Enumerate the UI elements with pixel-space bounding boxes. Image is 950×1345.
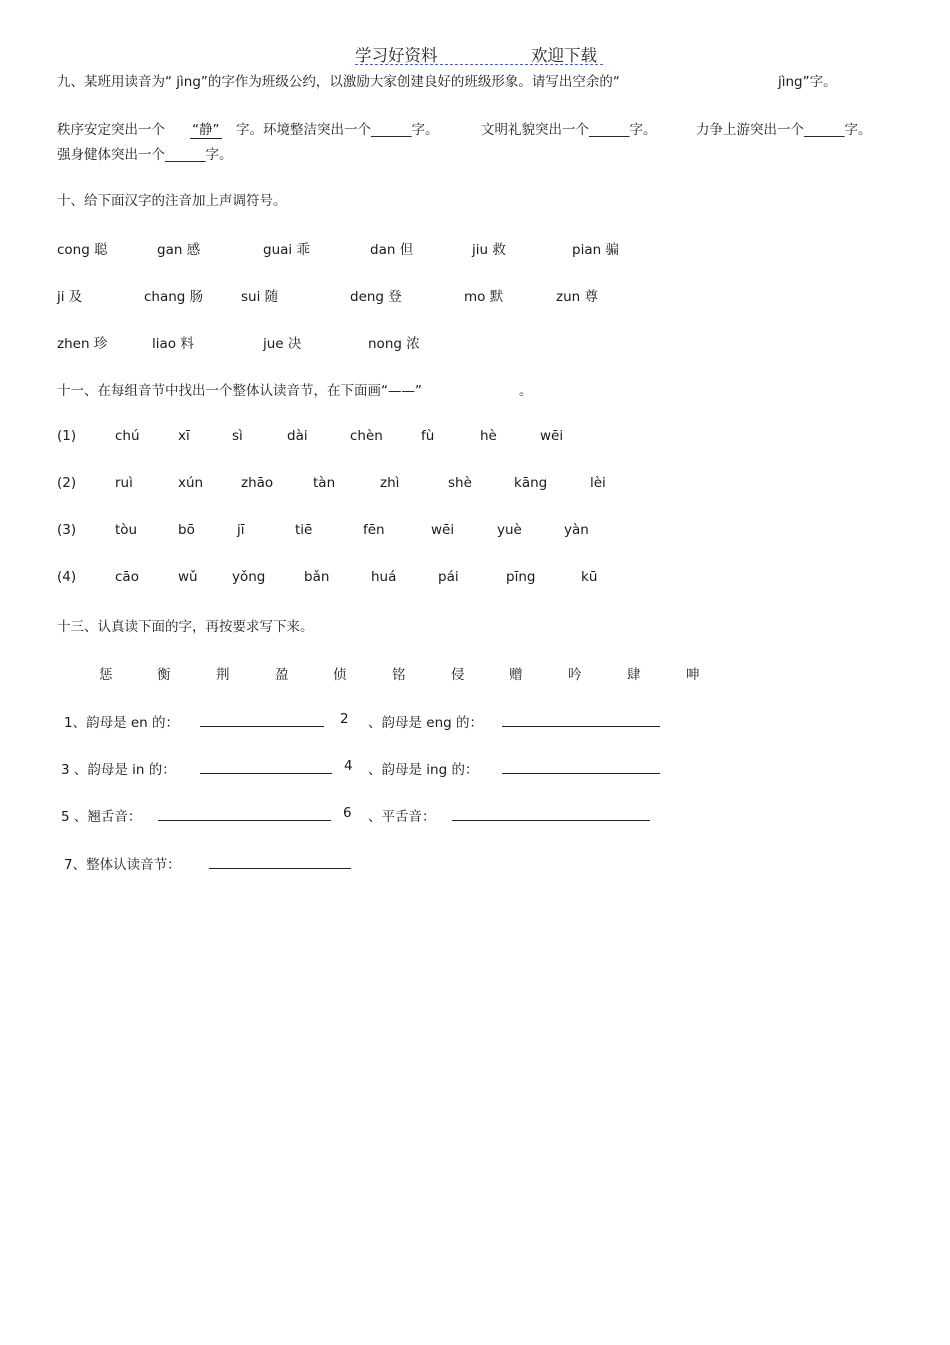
syllable: zhāo xyxy=(241,475,274,491)
syllable: wēi xyxy=(431,522,455,538)
item-number: 6 xyxy=(343,805,352,821)
syllable: jī xyxy=(237,522,245,538)
answer-blank[interactable] xyxy=(200,760,332,774)
item-label: 、平舌音： xyxy=(368,809,436,825)
answer-blank[interactable] xyxy=(209,855,351,869)
syllable: hè xyxy=(480,428,497,444)
syllable: wǔ xyxy=(178,569,198,585)
pinyin-item: chang 肠 xyxy=(144,289,204,305)
pinyin-item: ji 及 xyxy=(57,289,83,305)
syllable: kāng xyxy=(514,475,548,491)
syllable: xī xyxy=(178,428,190,444)
item-label: 、韵母是 ing 的： xyxy=(368,762,479,778)
q11-title-end: 。 xyxy=(519,383,533,399)
q9-example-answer: “静” xyxy=(190,118,222,139)
answer-blank[interactable] xyxy=(502,760,660,774)
item-label: 5 、翘舌音： xyxy=(61,809,142,825)
pinyin-item: jue 决 xyxy=(263,336,302,352)
item-label: 7、整体认读音节： xyxy=(64,857,181,873)
hanzi-char: 侵 xyxy=(451,667,465,683)
syllable: sì xyxy=(232,428,243,444)
hanzi-char: 赠 xyxy=(509,667,523,683)
syllable: chèn xyxy=(350,428,383,444)
hanzi-char: 衡 xyxy=(157,667,171,683)
syllable: tòu xyxy=(115,522,138,538)
pinyin-item: gan 感 xyxy=(157,242,201,258)
syllable: bō xyxy=(178,522,195,538)
syllable: pái xyxy=(438,569,459,585)
pinyin-item: mo 默 xyxy=(464,289,504,305)
pinyin-item: pian 骗 xyxy=(572,242,619,258)
syllable: pīng xyxy=(506,569,536,585)
q13-item-row-2 xyxy=(0,758,950,778)
q13-title: 十三、认真读下面的字，再按要求写下来。 xyxy=(57,619,314,635)
q9-line1-end: jìng”字。 xyxy=(778,74,837,90)
page-header xyxy=(355,42,597,66)
syllable: bǎn xyxy=(304,569,330,585)
row-number: (4) xyxy=(57,569,77,585)
q9-blank-3: 力争上游突出一个______字。 xyxy=(696,122,872,138)
syllable: xún xyxy=(178,475,204,491)
q9-blank-2: 文明礼貌突出一个______字。 xyxy=(481,122,657,138)
pinyin-item: dan 但 xyxy=(370,242,414,258)
q10-row-3 xyxy=(0,332,950,352)
hanzi-char: 盈 xyxy=(275,667,289,683)
answer-blank[interactable] xyxy=(200,713,324,727)
header-left: 学习好资料 xyxy=(355,46,438,65)
item-label: 3 、韵母是 in 的： xyxy=(61,762,176,778)
q13-item-row-4 xyxy=(0,853,950,873)
hanzi-char: 荆 xyxy=(216,667,230,683)
q13-item-row-3 xyxy=(0,805,950,825)
pinyin-item: zhen 珍 xyxy=(57,336,108,352)
q9-line2-prefix: 秩序安定突出一个 xyxy=(57,122,165,138)
q11-row-4 xyxy=(0,569,950,589)
syllable: fù xyxy=(421,428,435,444)
q11-row-3 xyxy=(0,522,950,542)
item-label: 、韵母是 eng 的： xyxy=(368,715,484,731)
pinyin-item: cong 聪 xyxy=(57,242,108,258)
hanzi-char: 惩 xyxy=(99,667,113,683)
q10-row-2 xyxy=(0,285,950,305)
q11-title: 十一、在每组音节中找出一个整体认读音节，在下面画“——” xyxy=(57,383,422,399)
syllable: tàn xyxy=(313,475,336,491)
syllable: cāo xyxy=(115,569,139,585)
syllable: ruì xyxy=(115,475,133,491)
syllable: huá xyxy=(371,569,397,585)
pinyin-item: liao 料 xyxy=(152,336,194,352)
q13-item-row-1 xyxy=(0,711,950,731)
syllable: kū xyxy=(581,569,598,585)
syllable: tiē xyxy=(295,522,313,538)
syllable: yǒng xyxy=(232,569,266,585)
header-dashed-underline xyxy=(355,64,603,65)
row-number: (3) xyxy=(57,522,77,538)
q11-row-1 xyxy=(0,428,950,448)
hanzi-char: 肆 xyxy=(627,667,641,683)
row-number: (2) xyxy=(57,475,77,491)
answer-blank[interactable] xyxy=(158,807,331,821)
pinyin-item: jiu 救 xyxy=(472,242,506,258)
q10-title: 十、给下面汉字的注音加上声调符号。 xyxy=(57,193,287,209)
q10-row-1 xyxy=(0,238,950,258)
item-number: 2 xyxy=(340,711,349,727)
q9-line1: 九、某班用读音为“ jìng”的字作为班级公约，以激励大家创建良好的班级形象。请写出空余的“ xyxy=(57,74,620,90)
syllable: chú xyxy=(115,428,140,444)
q13-char-row xyxy=(0,663,950,683)
hanzi-char: 铭 xyxy=(392,667,406,683)
syllable: lèi xyxy=(590,475,606,491)
syllable: yuè xyxy=(497,522,522,538)
hanzi-char: 侦 xyxy=(333,667,347,683)
syllable: zhì xyxy=(380,475,400,491)
item-label: 1、韵母是 en 的： xyxy=(64,715,180,731)
answer-blank[interactable] xyxy=(452,807,650,821)
pinyin-item: guai 乖 xyxy=(263,242,310,258)
syllable: fēn xyxy=(363,522,385,538)
pinyin-item: deng 登 xyxy=(350,289,402,305)
item-number: 4 xyxy=(344,758,353,774)
pinyin-item: sui 随 xyxy=(241,289,279,305)
hanzi-char: 呻 xyxy=(686,667,700,683)
q11-row-2 xyxy=(0,475,950,495)
q9-blank-1: 字。环境整洁突出一个______字。 xyxy=(236,122,439,138)
pinyin-item: nong 浓 xyxy=(368,336,420,352)
syllable: dài xyxy=(287,428,308,444)
hanzi-char: 吟 xyxy=(568,667,582,683)
row-number: (1) xyxy=(57,428,77,444)
syllable: shè xyxy=(448,475,472,491)
syllable: wēi xyxy=(540,428,564,444)
q9-line3: 强身健体突出一个______字。 xyxy=(57,147,233,163)
pinyin-item: zun 尊 xyxy=(556,289,598,305)
answer-blank[interactable] xyxy=(502,713,660,727)
header-right: 欢迎下载 xyxy=(531,46,597,65)
syllable: yàn xyxy=(564,522,589,538)
